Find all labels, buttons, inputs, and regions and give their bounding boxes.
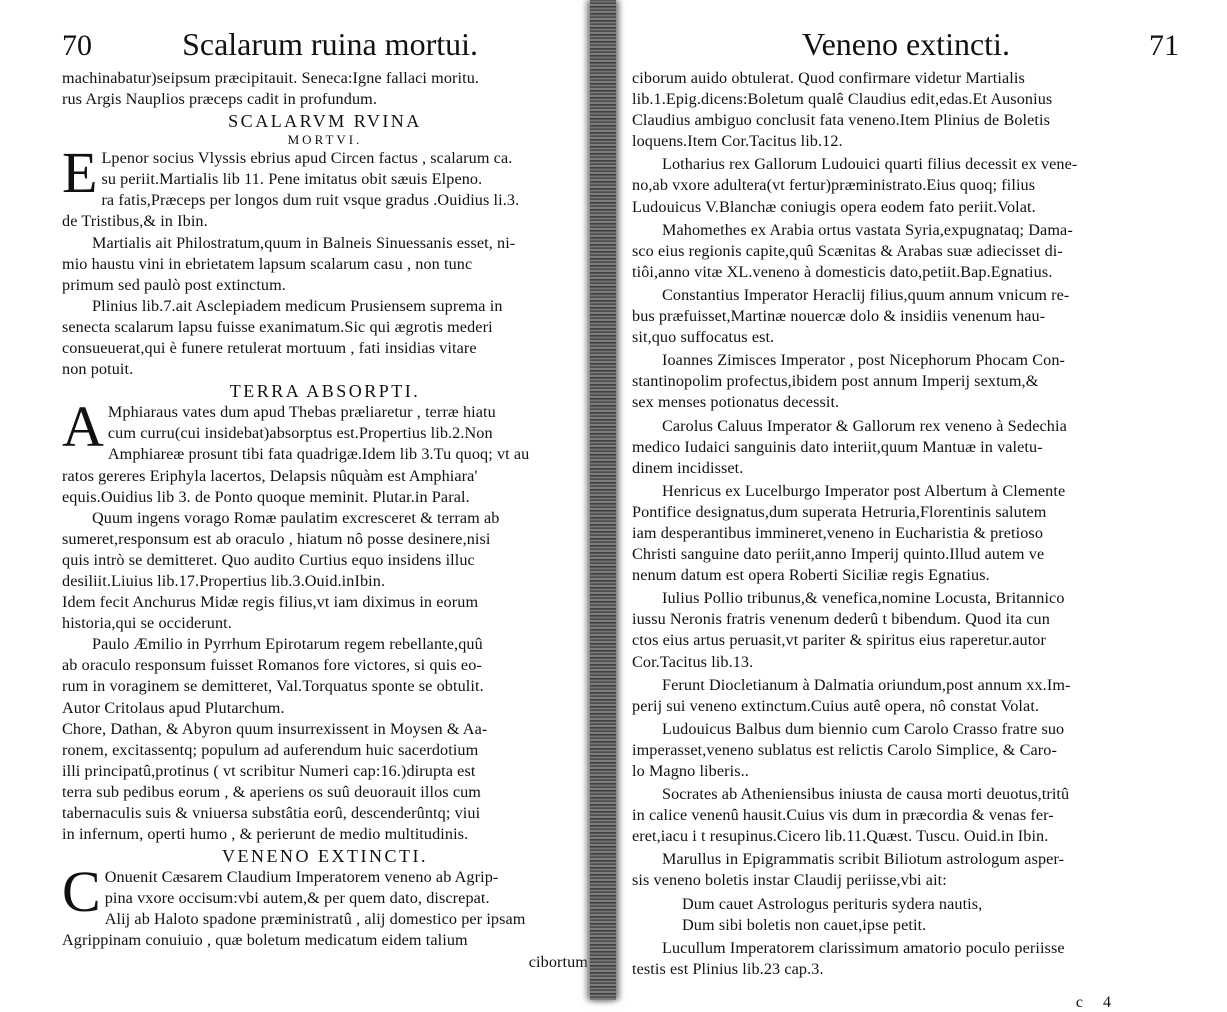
left-lines-h [62,634,588,718]
text-line: Mphiaraus vates dum apud Thebas præliaretur , terræ hiatu [107,403,496,422]
text-line: ra fatis,Præceps per longos dum ruit vsque gradus .Ouidius li.3. [101,191,520,210]
right-running-head [632,26,1179,64]
text-line: Lotharius rex Gallorum Ludouici quarti filius decessit ex vene- [662,155,1078,174]
text-line: sco eius regionis capite,quû Scænitas & Arabas suæ adiecisset di- [632,241,1063,260]
drop-cap-a: A [62,394,104,460]
text-line: quis intrò se demitteret. Quo audito Curtius equo insidens illuc [62,550,475,569]
text-line: historia,qui se occiderunt. [62,614,232,633]
text-line: Dum sibi boletis non cauet,ipse petit. [682,915,927,934]
text-line: ratos gereres Eriphyla lacertos, Delapsis nûquàm est Amphiara' [62,466,478,485]
paragraph [632,894,1179,936]
right-page [618,0,1227,1011]
paragraph-claudius [62,859,588,951]
text-line: Agrippinam conuiuio , quæ boletum medicatum eidem talium [62,931,468,950]
text-line: de Tristibus,& in Ibin. [62,212,208,231]
text-line: Marullus in Epigrammatis scribit Biliotum astrologum asper- [662,850,1065,869]
paragraph [632,68,1179,152]
text-line: sis veneno boletis instar Claudij periisse,vbi ait: [632,871,947,890]
text-line: nenum datum est opera Roberti Siciliæ regis Egnatius. [632,566,990,585]
text-line: equis.Ouidius lib 3. de Ponto quoque meminit. Plutar.in Paral. [62,487,470,506]
left-running-head [62,26,588,64]
text-line: sex menses potionatus decessit. [632,393,840,412]
paragraph [632,938,1179,980]
text-line: Carolus Caluus Imperator & Gallorum rex veneno à Sedechia [662,416,1067,435]
text-line: stantinopolim profectus,ibidem post annum Imperij sextum,& [632,372,1039,391]
text-line: Ioannes Zimisces Imperator , post Nicephorum Phocam Con- [662,351,1065,370]
left-lines-f [62,508,588,592]
text-line: Lpenor socius Vlyssis ebrius apud Circen factus , scalarum ca. [101,149,513,168]
text-line: ctos eius artus peruasit,vt pariter & spiritus eius raperetur.autor [632,631,1046,650]
heading-scalarum: SCALARVM RVINA [228,111,422,132]
left-running-title: Scalarum ruina mortui. [182,26,478,62]
paragraph [632,220,1179,283]
heading-terra: TERRA ABSORPTI. [229,381,421,402]
paragraph [632,285,1179,348]
text-line: Alij ab Haloto spadone præministratû , alij domestico per ipsam [104,910,526,929]
text-line: pina vxore occisum:vbi autem,& per quem dato, discrepat. [104,889,490,908]
paragraph [632,675,1179,717]
text-line: perij sui veneno extinctum.Cuius autê opera, nô constat Volat. [632,696,1040,715]
text-line: Ludouicus V.Blanchæ coniugis opera eodem fato periit.Volat. [632,197,1036,216]
left-lines-j [62,859,588,951]
text-line: Idem fecit Anchurus Midæ regis filius,vt iam diximus in eorum [62,593,479,612]
text-line: Lucullum Imperatorem clarissimum amatorio poculo periisse [662,938,1065,957]
text-line: ronem, excitassentq; populum ad auferendum huic sacerdotium [62,740,479,759]
left-lines-i [62,719,588,846]
text-line: Ferunt Diocletianum à Dalmatia oriundum,post annum xx.Im- [662,675,1071,694]
paragraph [632,154,1179,217]
text-line: Cor.Tacitus lib.13. [632,652,754,671]
text-line: Claudius ambiguo conclusit fata veneno.Item Plinius de Boletis [632,111,1051,130]
paragraph [632,416,1179,479]
text-line: cum curru(cui insidebat)absorptus est.Propertius lib.2.Non [107,424,493,443]
text-line: non potuit. [62,360,134,379]
text-line: desiliit.Liuius lib.17.Propertius lib.3.Ouid.inIbin. [62,571,386,590]
paragraph-amphiaraus [62,394,588,507]
text-line: su periit.Martialis lib 11. Pene imitatus obit sæuis Elpeno. [101,170,483,189]
text-line: iussu Neronis fratris venenum dederû t bibendum. Quod ita cun [632,610,1050,629]
text-line: dinem incidisset. [632,458,744,477]
signature-mark: c 4 [1075,993,1119,1011]
text-line: sit,quo suffocatus est. [632,328,775,347]
text-line: tiôi,anno vitæ XL.veneno à domesticis dato,petiit.Bap.Egnatius. [632,262,1053,281]
text-line: loquens.Item Cor.Tacitus lib.12. [632,132,843,151]
left-lines-a [62,68,588,110]
text-line: Paulo Æmilio in Pyrrhum Epirotarum regem rebellante,quû [92,635,483,654]
text-line: imperasset,veneno sublatus est relictis Carolo Simplice, & Caro- [632,740,1057,759]
text-line: Autor Critolaus apud Plutarchum. [62,698,285,717]
text-line: Constantius Imperator Heraclij filius,quum annum vnicum re- [662,285,1070,304]
text-line: testis est Plinius lib.23 cap.3. [632,959,824,978]
text-line: illi principatû,protinus ( vt scribitur Numeri cap:16.)dirupta est [62,761,476,780]
text-line: rum in voraginem se demitteret, Val.Torquatus sponte se obtulit. [62,677,484,696]
paragraph [632,719,1179,782]
heading-veneno: VENENO EXTINCTI. [222,846,428,867]
text-line: in infernum, operti humo , & perierunt de medio multitudinis. [62,825,469,844]
text-line: bus præfuisset,Martinæ nouercæ dolo & insidiis venenum hau- [632,307,1046,326]
text-line: Plinius lib.7.ait Asclepiadem medicum Prusiensem suprema in [92,296,503,315]
text-line: medico Iudaici sanguinis dato interiit,quum Mantuæ in valetu- [632,437,1043,456]
text-line: Chore, Dathan, & Abyron quum insurrexissent in Moysen & Aa- [62,719,488,738]
text-line: eret,iacu i t resupinus.Cicero lib.11.Quæst. Tuscu. Ouid.in Ibin. [632,827,1049,846]
text-line: consueuerat,qui è funere retulerat mortuum , fati insidias vitare [62,339,477,358]
text-line: Quum ingens vorago Romæ paulatim excresceret & terram ab [92,508,500,527]
left-lines-d [62,296,588,380]
left-page-number: 70 [62,29,92,62]
left-lines-g [62,592,588,634]
drop-cap-c: C [62,859,101,925]
subheading-mortui: MORTVI. [287,132,363,148]
text-line: rus Argis Nauplios præceps cadit in profundum. [62,90,377,109]
drop-cap-e: E [62,140,98,206]
text-line: Dum cauet Astrologus perituris sydera nautis, [682,894,983,913]
right-running-title: Veneno extincti. [802,26,1010,62]
text-line: terra sub pedibus eorum , & aperiens os suû deuorauit illos cum [62,782,481,801]
paragraph [632,588,1179,672]
text-line: mio haustu vini in ebrietatem lapsum scalarum casu , non tunc [62,254,473,273]
left-lines-c [62,233,588,296]
paragraph [632,350,1179,413]
left-page [0,0,600,1000]
text-line: lo Magno liberis.. [632,762,749,780]
text-line: lib.1.Epig.dicens:Boletum qualê Claudius edit,edas.Et Ausonius [632,90,1053,109]
text-line: primum sed paulò post extinctum. [62,275,286,294]
right-body [632,68,1179,980]
text-line: Christi sanguine dato periit,anno Imperij quinto.Illud autem ve [632,545,1045,564]
text-line: sumeret,responsum est ab oraculo , hiatum nô posse desinere,nisi [62,529,491,548]
text-line: Socrates ab Atheniensibus iniusta de causa morti deuotus,tritû [662,785,1070,804]
paragraph [632,481,1179,586]
catchword: cibortum [528,952,588,971]
text-line: tabernaculis suis & vniuersa substâtia eorû, descenderûntq; viui [62,804,481,822]
left-lines-e [62,394,588,507]
text-line: no,ab vxore adultera(vt fertur)præministrato.Eius quoq; filius [632,176,1036,195]
text-line: Amphiareæ prosunt tibi fata quadrigæ.Idem lib 3.Tu quoq; vt au [107,445,530,464]
text-line: Ludouicus Balbus dum biennio cum Carolo Crasso fratre suo [662,719,1065,738]
text-line: iam desperantibus immineret,veneno in Eucharistia & pretioso [632,523,1044,542]
text-line: in calice venenû hausit.Cuius vis dum in præcordia & venas fer- [632,806,1054,825]
text-line: Henricus ex Lucelburgo Imperator post Albertum à Clemente [662,481,1066,500]
book-gutter [590,0,616,1000]
paragraph [632,784,1179,847]
text-line: machinabatur)seipsum præcipitauit. Seneca:Igne fallaci moritu. [62,69,480,87]
text-line: ciborum auido obtulerat. Quod confirmare videtur Martialis [632,69,1025,87]
paragraph [632,849,1179,891]
text-line: Onuenit Cæsarem Claudium Imperatorem veneno ab Agrip- [104,868,499,887]
text-line: senecta scalarum lapsu fuisse exanimatum.Sic qui ægrotis mederi [62,317,493,336]
right-page-number: 71 [1149,29,1179,62]
text-line: Mahomethes ex Arabia ortus vastata Syria,expugnataq; Dama- [662,220,1073,239]
text-line: ab oraculo responsum fuisset Romanos fore victores, si quis eo- [62,656,482,675]
text-line: Iulius Pollio tribunus,& venefica,nomine Locusta, Britannico [662,589,1065,608]
text-line: Pontifice designatus,dum superata Hetruria,Florentinis salutem [632,502,1047,521]
text-line: Martialis ait Philostratum,quum in Balneis Sinuessanis esset, ni- [92,233,516,252]
